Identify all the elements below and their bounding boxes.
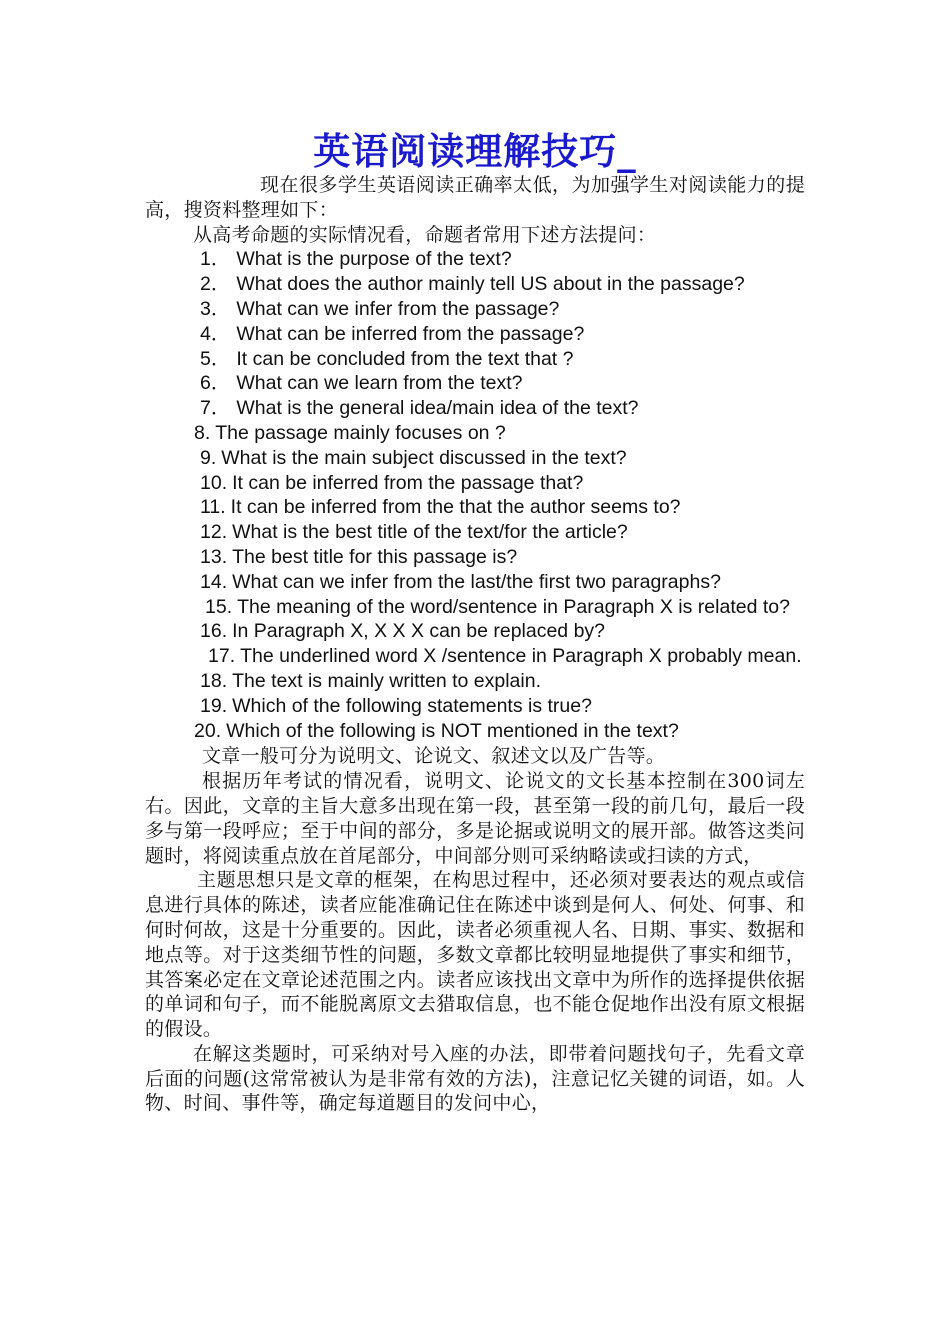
question-item bbox=[145, 446, 805, 471]
question-number: 10. bbox=[200, 471, 228, 494]
question-item bbox=[145, 495, 805, 520]
question-number: 1． bbox=[200, 248, 231, 271]
question-number: 4． bbox=[200, 322, 231, 345]
question-text: It can be inferred from the that the author seems to? bbox=[230, 496, 681, 519]
question-text: The meaning of the word/sentence in Paragraph X is related to? bbox=[237, 595, 790, 618]
intro-paragraph: 现在很多学生英语阅读正确率太低，为加强学生对阅读能力的提高，搜资料整理如下： bbox=[145, 174, 805, 221]
question-text: What is the main subject discussed in the text? bbox=[221, 446, 627, 469]
question-text: Which of the following statements is true? bbox=[232, 694, 592, 717]
question-text: What can we learn from the text? bbox=[236, 372, 523, 395]
question-number: 6． bbox=[200, 372, 231, 395]
question-number: 11. bbox=[200, 496, 226, 519]
question-number: 20. bbox=[194, 719, 222, 742]
question-text: What does the author mainly tell US about in the passage? bbox=[236, 273, 745, 296]
details-paragraph: 主题思想只是文章的框架，在构思过程中，还必须对要表达的观点或信息进行具体的陈述，读者应能准确记住在陈述中谈到是何人、何处、何事、和何时何故，这是十分重要的。因此，读者必须重视人名、日期、事实、数据和地点等。对于这类细节性的问题，多数文章都比较明显地提供了事实和细节，其答案必定在文章论述范围之内。读者应该找出文章中为所作的选择提供依据的单词和句子，而不能脱离原文去猎取信息，也不能仓促地作出没有原文根据的假设。 bbox=[145, 869, 805, 1041]
question-item bbox=[145, 694, 805, 719]
question-item bbox=[145, 396, 805, 421]
question-text: The passage mainly focuses on ? bbox=[215, 421, 506, 444]
question-number: 18. bbox=[200, 669, 228, 692]
question-text: The underlined word X /sentence in Paragraph X probably mean. bbox=[240, 645, 802, 668]
question-text: It can be inferred from the passage that? bbox=[232, 471, 584, 494]
question-item bbox=[145, 545, 805, 570]
question-text: The best title for this passage is? bbox=[232, 545, 518, 568]
question-text: What can we infer from the passage? bbox=[236, 297, 560, 320]
question-number: 13. bbox=[200, 545, 228, 568]
document-title: 英语阅读理解技巧_ bbox=[313, 129, 637, 173]
question-number: 7． bbox=[200, 397, 231, 420]
question-number: 17. bbox=[208, 645, 236, 668]
question-list bbox=[145, 247, 805, 743]
question-text: What is the general idea/main idea of the text? bbox=[236, 397, 639, 420]
document-page bbox=[145, 124, 805, 1116]
question-text: What is the purpose of the text? bbox=[236, 248, 512, 271]
question-item bbox=[145, 297, 805, 322]
method-paragraph: 在解这类题时，可采纳对号入座的办法，即带着问题找句子，先看文章后面的问题(这常常被认为是非常有效的方法)，注意记忆关键的词语，如。人物、时间、事件等，确定每道题目的发问中心， bbox=[145, 1042, 805, 1115]
question-item bbox=[145, 619, 805, 644]
question-text: In Paragraph X, X X X can be replaced by? bbox=[232, 620, 606, 643]
question-item bbox=[145, 719, 805, 744]
question-item bbox=[145, 371, 805, 396]
question-text: What is the best title of the text/for the article? bbox=[232, 521, 628, 544]
question-item bbox=[145, 347, 805, 372]
question-number: 3． bbox=[200, 297, 231, 320]
types-paragraph: 文章一般可分为说明文、论说文、叙述文以及广告等。 bbox=[202, 745, 666, 768]
question-item bbox=[145, 520, 805, 545]
question-text: The text is mainly written to explain. bbox=[232, 669, 541, 692]
question-number: 19. bbox=[200, 694, 228, 717]
question-number: 16. bbox=[200, 620, 228, 643]
question-text: It can be concluded from the text that ? bbox=[236, 347, 574, 370]
question-text: What can be inferred from the passage? bbox=[236, 322, 585, 345]
question-item bbox=[145, 669, 805, 694]
question-item bbox=[145, 570, 805, 595]
question-item bbox=[145, 322, 805, 347]
question-item bbox=[145, 471, 805, 496]
lead-paragraph: 从高考命题的实际情况看，命题者常用下述方法提问： bbox=[193, 223, 657, 246]
question-number: 5． bbox=[200, 347, 231, 370]
question-text: What can we infer from the last/the first two paragraphs? bbox=[232, 570, 721, 593]
question-number: 9. bbox=[200, 446, 217, 469]
question-number: 8. bbox=[194, 421, 211, 444]
question-item bbox=[145, 272, 805, 297]
question-item bbox=[145, 421, 805, 446]
question-number: 12. bbox=[200, 521, 228, 544]
question-number: 2． bbox=[200, 273, 231, 296]
question-item bbox=[145, 247, 805, 272]
length-paragraph: 根据历年考试的情况看，说明文、论说文的文长基本控制在300词左右。因此，文章的主旨大意多出现在第一段，甚至第一段的前几句，最后一段多与第一段呼应；至于中间的部分，多是论据或说明文的展开部。做答这类问题时，将阅读重点放在首尾部分，中间部分则可采纳略读或扫读的方式， bbox=[145, 770, 805, 867]
question-text: Which of the following is NOT mentioned in the text? bbox=[226, 719, 679, 742]
question-number: 15. bbox=[205, 595, 233, 618]
question-item bbox=[145, 595, 805, 620]
question-item bbox=[145, 644, 805, 669]
question-number: 14. bbox=[200, 570, 228, 593]
